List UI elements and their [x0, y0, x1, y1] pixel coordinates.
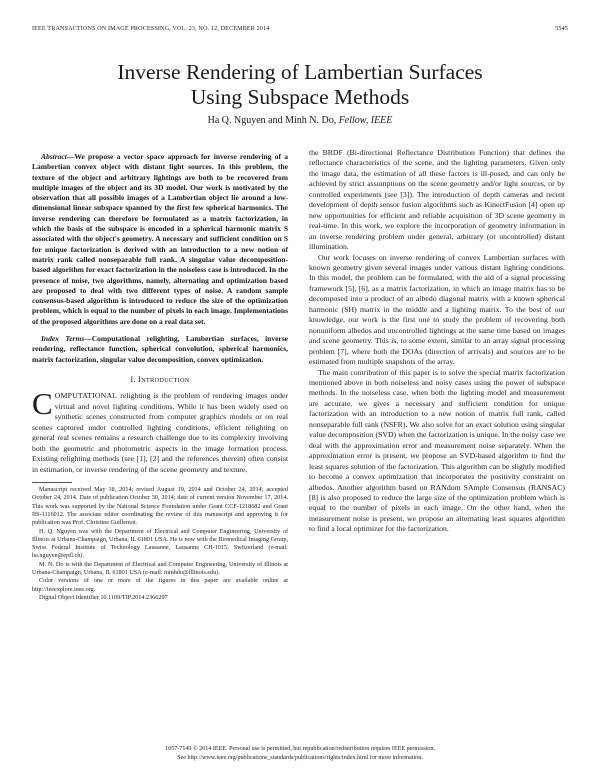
body-paragraph-1: the BRDF (Bi-directional Reflectance Distribution Function) that defines the reflectance characteristics of the scene, and the lighting parameters. Given only the image data, the estimation of all these factors is ill-posed, and can only be achieved by strict assumptions on the scene geometry and/or light sources, or by controlled experiments (see [3]). The introduction of depth cameras and recent development of depth sensor fusion algorithms such as KinectFusion [4] open up new opportunities for efficient and reliable acquisition of 3D scene geometry in real-time. In this work, we explore the incorporation of geometry information in an inverse rendering problem under general, arbitrary (or uncontrolled) distant illumination.	[309, 148, 565, 252]
abstract-text: —We propose a vector space approach for inverse rendering of a Lambertian convex object with distant light sources. In this problem, the texture of the object and arbitrary lightings are both to be recovered from multiple images of the object and its 3D model. Our work is motivated by the observation that all possible images of a Lambertian object lie around a low-dimensional linear subspace spanned by the first few spherical harmonics. The inverse rendering can therefore be formulated as a matrix factorization, in which the basis of the subspace is encoded in a spherical harmonic matrix S associated with the object's geometry. A necessary and sufficient condition on S for unique factorization is derived with an introduction to a new notion of matrix rank called nonseparable full rank. A singular value decomposition-based algorithm for exact factorization in the noiseless case is introduced. In the presence of noise, two algorithms, namely, alternating and optimization based are proposed to deal with two different types of noise. A random sample consensus-based algorithm is introduced to reduce the size of the optimization problem, which is equal to the number of pixels in each image. Implementations of the proposed algorithms are done on a real data set.	[32, 152, 288, 326]
running-header	[32, 26, 568, 36]
intro-text: relighting is the problem of rendering images under virtual and novel lighting conditions. While it has been widely used on synthetic scenes constructed from computer graphics models or on real scenes captured under controlled lighting conditions, efficient relighting on general real scenes remains a research challenge due to its complexity involving both the geometric and photometric aspects in the image formation process. Existing relighting methods (see [1], [2] and the references therein) often consist in estimation, or inverse rendering of the scene geometry and texture,	[32, 391, 288, 474]
index-terms	[32, 334, 288, 365]
footnotes	[32, 486, 288, 602]
copyright-notice	[32, 745, 568, 762]
footnote-author-1: H. Q. Nguyen was with the Department of Electrical and Computer Engineering, University of Illinois at Urbana-Champaign, Urbana, IL 61801 USA. He is now with the Biomedical Imaging Group, Swiss Federal Institute of Technology Lausanne, Lausanne CH-1015, Switzerland (e-mail: ha.nguyen@epfl.ch).	[32, 527, 288, 560]
section-title-first: I	[138, 374, 142, 384]
abstract	[32, 152, 288, 327]
body-paragraph-3: The main contribution of this paper is to solve the special matrix factorization mentioned above in both noiseless and noisy cases using the power of subspace methods. In the noiseless case, when both the lighting model and measurement are accurate, we gives a necessary and sufficient condition for unique factorization with an introduction to a new notion of matrix full rank, called nonseparable full rank (NSFR). We also solve for an exact solution using singular value decomposition (SVD) when the factorization is unique. In the noisy case we deal with the approximation error and measurement noise separately. When the approximation error is present, we propose an SVD-based algorithm to find the least squares solution of the factorization. This algorithm can be slightly modified to become a convex optimization that incorporates the positivity constraint on albedos. Another algorithm based on RANdom SAmple Consensus (RANSAC) [8] is also proposed to reduce the large size of the optimization problem which is equal to the number of pixels in each image. On the other hand, when the measurement noise is present, we propose an alternating least squares algorithm to find a local optimizer for the factorization.	[309, 367, 565, 534]
abstract-label: Abstract	[41, 152, 67, 161]
right-column	[309, 148, 565, 535]
copyright-line-1: 1057-7149 © 2014 IEEE. Personal use is permitted, but republication/redistribution requires IEEE permission.	[165, 746, 435, 752]
index-terms-text: —Computational relighting, Lambertian surfaces, inverse rendering, reflectance function, spherical convolution, spherical harmonics, matrix factorization, singular value decomposition, convex optimization.	[32, 334, 289, 364]
paper-title	[40, 60, 560, 110]
section-heading	[32, 375, 288, 386]
page-number: 5545	[555, 26, 568, 32]
author-line	[40, 115, 560, 127]
intro-paragraph	[32, 386, 288, 475]
footnote-author-2: M. N. Do is with the Department of Electrical and Computer Engineering, University of Illinois at Urbana-Champaign, Urbana, IL 61801 USA (e-mail: minhdo@illinois.edu).	[32, 560, 288, 576]
journal-info: IEEE TRANSACTIONS ON IMAGE PROCESSING, VOL. 23, NO. 12, DECEMBER 2014	[32, 26, 270, 32]
intro-caps: OMPUTATIONAL	[54, 391, 118, 401]
title-line-2: Using Subspace Methods	[190, 85, 410, 109]
footnote-rule	[32, 482, 72, 483]
footnote-doi: Digital Object Identifier 10.1109/TIP.2014.2366297	[39, 593, 168, 601]
title-line-1: Inverse Rendering of Lambertian Surfaces	[117, 60, 483, 84]
footnote-manuscript: Manuscript received May 18, 2014; revised August 19, 2014 and October 24, 2014; accepted October 24, 2014. Date of publication October 30, 2014; date of current version November 17, 2014. This work was supported by the National Science Foundation under Grant CCF-1218682 and Grant IIS-1116012. The associate editor coordinating the review of this manuscript and approving it for publication was Prof. Christine Guillemot.	[32, 486, 288, 527]
author-names: Ha Q. Nguyen and Minh N. Do,	[207, 115, 339, 126]
copyright-line-2: See http://www.ieee.org/publications_standards/publications/rights/index.html for more information.	[177, 754, 423, 761]
author-fellow: Fellow, IEEE	[338, 115, 393, 126]
footnote-color: Color versions of one or more of the figures in this paper are available online at http://ieeexplore.ieee.org.	[32, 577, 288, 593]
drop-cap: C	[32, 386, 53, 422]
body-paragraph-2: Our work focuses on inverse rendering of convex Lambertian surfaces with known geometry given several images under various distant lighting conditions. In this model, the problem can be formulated, with the aid of a signal processing framework [5], [6], as a matrix factorization, in which an image matrix has to be decomposed into a product of an albedo diagonal matrix with a known spherical harmonic (SH) matrix in the middle and a lighting matrix. To the best of our knowledge, our work is the first one to study the problem of recovering both nonuniform albedos and uncontrolled lightings at the same time based on images and scene geometry. This is, to some extent, similar to an array signal processing problem [7], where both the DOAs (direction of arrivals) and sources are to be estimated from multiple snapshots of the array.	[309, 252, 565, 367]
section-title-rest: NTRODUCTION	[141, 376, 190, 384]
section-number: I.	[130, 374, 139, 384]
left-column	[32, 148, 288, 602]
index-terms-label: Index Terms	[41, 334, 85, 344]
